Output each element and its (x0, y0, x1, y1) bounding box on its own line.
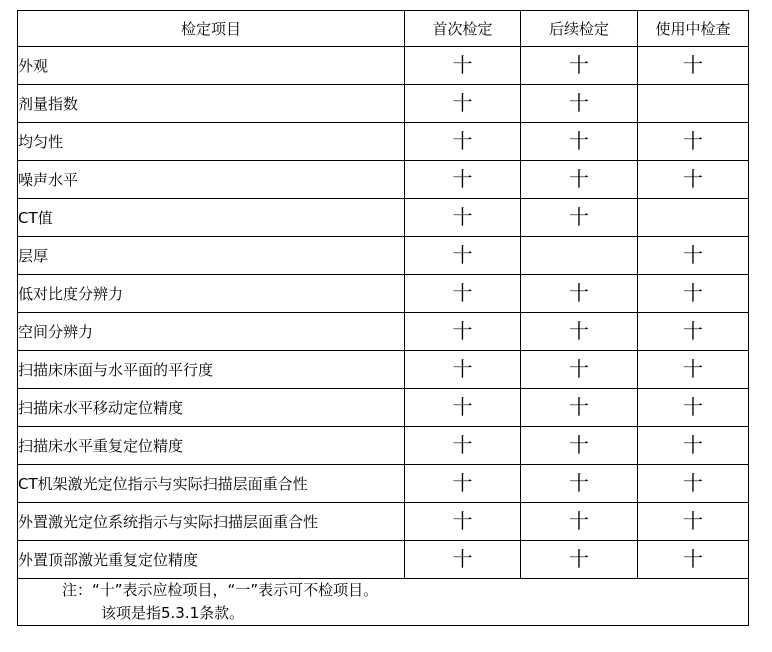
item-cell (18, 389, 405, 427)
item-cell (18, 47, 405, 85)
first-verification-cell (405, 313, 521, 351)
required-mark: 十 (569, 91, 589, 115)
note-row (18, 579, 749, 626)
table-row (18, 389, 749, 427)
required-mark: 十 (683, 547, 703, 571)
first-verification-cell (405, 503, 521, 541)
required-mark: 十 (569, 129, 589, 153)
first-verification-cell (405, 85, 521, 123)
in-use-inspection-cell (638, 427, 749, 465)
subsequent-verification-cell (521, 161, 638, 199)
first-verification-cell (405, 351, 521, 389)
subsequent-verification-cell (521, 503, 638, 541)
item-cell (18, 123, 405, 161)
required-mark: 十 (569, 433, 589, 457)
item-cell (18, 237, 405, 275)
item-label: 扫描床床面与水平面的平行度 (18, 361, 214, 379)
table-row (18, 237, 749, 275)
table-row (18, 161, 749, 199)
item-label: 空间分辨力 (18, 323, 94, 341)
in-use-inspection-cell (638, 541, 749, 579)
item-label: 扫描床水平重复定位精度 (18, 437, 184, 455)
subsequent-verification-cell (521, 123, 638, 161)
table-row (18, 503, 749, 541)
item-cell (18, 313, 405, 351)
item-label: CT机架激光定位指示与实际扫描层面重合性 (18, 475, 308, 493)
table-row (18, 313, 749, 351)
required-mark: 十 (452, 53, 473, 77)
in-use-inspection-cell (638, 313, 749, 351)
subsequent-verification-cell (521, 47, 638, 85)
note-cell (18, 579, 749, 626)
required-mark: 十 (683, 319, 703, 343)
item-label: 外置顶部激光重复定位精度 (18, 551, 199, 569)
required-mark: 十 (569, 167, 589, 191)
item-cell (18, 541, 405, 579)
first-verification-cell (405, 389, 521, 427)
in-use-inspection-cell (638, 465, 749, 503)
in-use-inspection-cell (638, 351, 749, 389)
subsequent-verification-cell (521, 85, 638, 123)
in-use-inspection-cell (638, 503, 749, 541)
item-label: 扫描床水平移动定位精度 (18, 399, 184, 417)
table-row (18, 427, 749, 465)
first-verification-cell (405, 275, 521, 313)
subsequent-verification-cell (521, 313, 638, 351)
in-use-inspection-cell (638, 85, 749, 123)
item-label: CT值 (18, 209, 53, 227)
note-clause-reference: 该项是指5.3.1条款。 (101, 604, 245, 622)
required-mark: 十 (452, 395, 473, 419)
in-use-inspection-cell (638, 161, 749, 199)
item-label: 噪声水平 (18, 171, 79, 189)
subsequent-verification-cell (521, 199, 638, 237)
required-mark: 十 (683, 281, 703, 305)
required-mark: 十 (569, 281, 589, 305)
item-label: 外置激光定位系统指示与实际扫描层面重合性 (18, 513, 319, 531)
required-mark: 十 (452, 91, 473, 115)
first-verification-cell (405, 199, 521, 237)
required-mark: 十 (569, 319, 589, 343)
required-mark: 十 (569, 53, 589, 77)
item-cell (18, 161, 405, 199)
required-mark: 十 (569, 509, 589, 533)
subsequent-verification-cell (521, 427, 638, 465)
table-body (18, 47, 749, 579)
required-mark: 十 (452, 243, 473, 267)
in-use-inspection-cell (638, 237, 749, 275)
subsequent-verification-cell (521, 465, 638, 503)
required-mark: 十 (452, 319, 473, 343)
subsequent-verification-cell (521, 389, 638, 427)
subsequent-verification-cell (521, 541, 638, 579)
first-verification-cell (405, 541, 521, 579)
subsequent-verification-cell (521, 351, 638, 389)
header-row (18, 11, 749, 47)
table-row (18, 465, 749, 503)
first-verification-cell (405, 237, 521, 275)
required-mark: 十 (452, 205, 473, 229)
required-mark: 十 (683, 53, 703, 77)
in-use-inspection-cell (638, 199, 749, 237)
table-row (18, 85, 749, 123)
in-use-inspection-cell (638, 389, 749, 427)
item-cell (18, 275, 405, 313)
table-row (18, 199, 749, 237)
first-verification-cell (405, 123, 521, 161)
header-first-verification: 首次检定 (405, 11, 521, 47)
header-subsequent-verification: 后续检定 (521, 11, 638, 47)
note-legend: 注：“十”表示应检项目，“一”表示可不检项目。 (62, 581, 379, 599)
first-verification-cell (405, 47, 521, 85)
table-footer (18, 579, 749, 626)
required-mark: 十 (569, 205, 589, 229)
item-label: 外观 (18, 57, 49, 75)
required-mark: 十 (452, 509, 473, 533)
subsequent-verification-cell (521, 275, 638, 313)
required-mark: 十 (569, 471, 589, 495)
required-mark: 十 (452, 129, 473, 153)
required-mark: 十 (569, 357, 589, 381)
item-label: 低对比度分辨力 (18, 285, 124, 303)
required-mark: 十 (452, 281, 473, 305)
required-mark: 十 (569, 395, 589, 419)
table-row (18, 123, 749, 161)
required-mark: 十 (569, 547, 589, 571)
subsequent-verification-cell (521, 237, 638, 275)
item-cell (18, 199, 405, 237)
table-row (18, 275, 749, 313)
item-cell (18, 503, 405, 541)
required-mark: 十 (683, 129, 703, 153)
item-cell (18, 465, 405, 503)
in-use-inspection-cell (638, 123, 749, 161)
in-use-inspection-cell (638, 47, 749, 85)
header-item: 检定项目 (18, 11, 405, 47)
required-mark: 十 (452, 433, 473, 457)
required-mark: 十 (452, 547, 473, 571)
table-row (18, 351, 749, 389)
required-mark: 十 (683, 243, 703, 267)
item-label: 剂量指数 (18, 95, 79, 113)
first-verification-cell (405, 161, 521, 199)
item-cell (18, 427, 405, 465)
table-row (18, 541, 749, 579)
header-in-use-inspection: 使用中检查 (638, 11, 749, 47)
required-mark: 十 (452, 471, 473, 495)
item-label: 层厚 (18, 247, 49, 265)
first-verification-cell (405, 465, 521, 503)
required-mark: 十 (683, 357, 703, 381)
item-cell (18, 85, 405, 123)
item-cell (18, 351, 405, 389)
required-mark: 十 (683, 167, 703, 191)
required-mark: 十 (452, 357, 473, 381)
required-mark: 十 (683, 395, 703, 419)
in-use-inspection-cell (638, 275, 749, 313)
table-row (18, 47, 749, 85)
required-mark: 十 (452, 167, 473, 191)
inspection-items-table (17, 10, 749, 626)
table-header (18, 11, 749, 47)
item-label: 均匀性 (18, 133, 64, 151)
required-mark: 十 (683, 509, 703, 533)
required-mark: 十 (683, 471, 703, 495)
first-verification-cell (405, 427, 521, 465)
required-mark: 十 (683, 433, 703, 457)
